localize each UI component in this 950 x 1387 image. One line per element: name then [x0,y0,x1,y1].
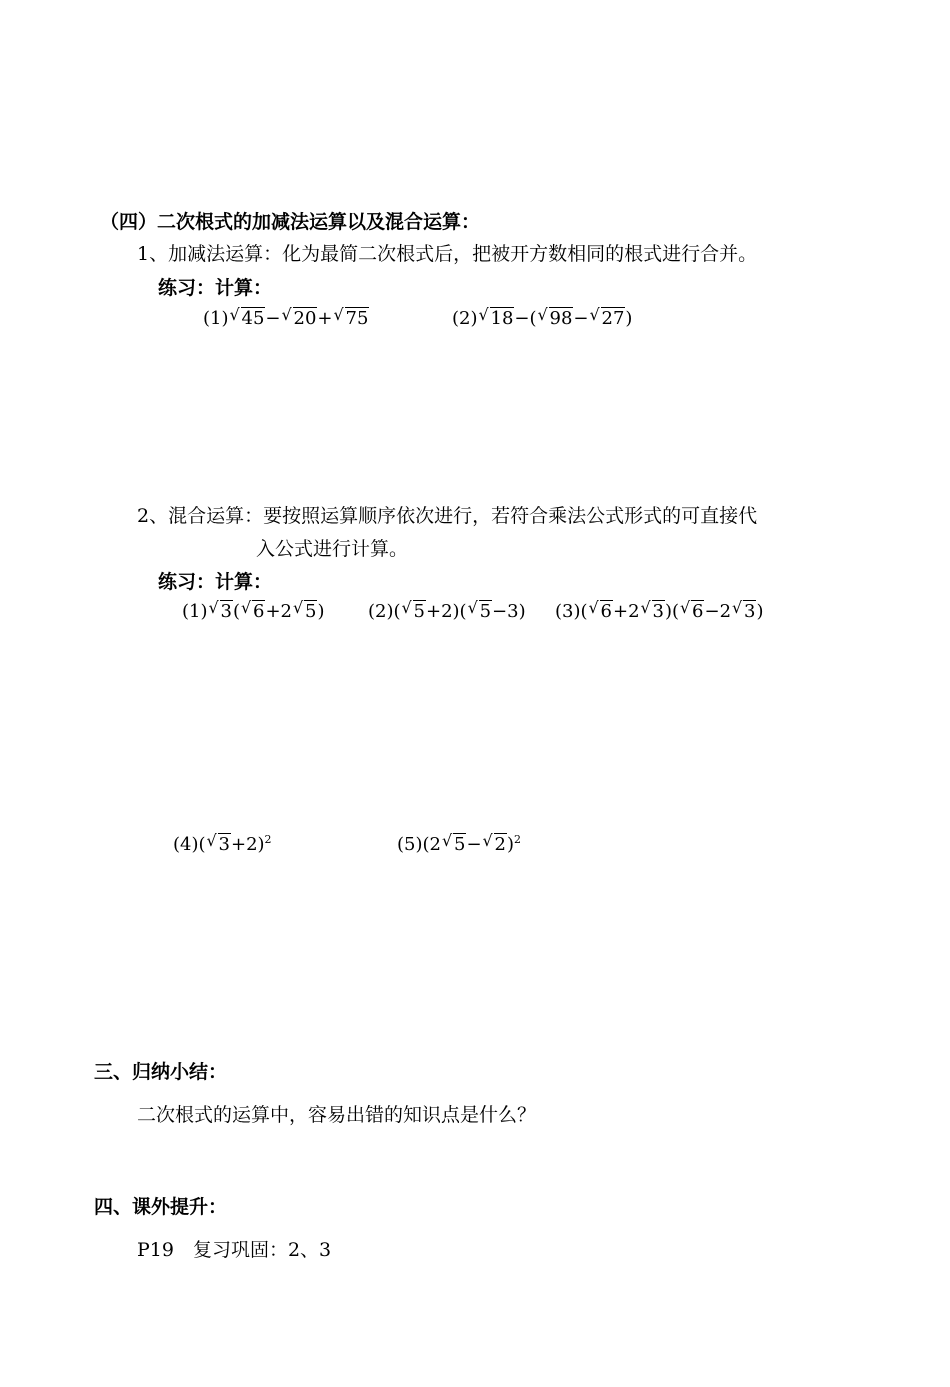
section-heading-4: （四）二次根式的加减法运算以及混合运算： [100,211,481,233]
exercise-1: (1) √ 45− √ 20+ √ 75 [203,305,369,333]
mixed-exercise-2: (2)( √ 5+2)( √ 5−3) [368,598,526,622]
sqrt-20: √ 20 [281,305,317,329]
summary-question: 二次根式的运算中，容易出错的知识点是什么？ [137,1104,537,1126]
section-heading-summary: 三、归纳小结： [94,1061,228,1083]
sqrt-18: √ 18 [478,305,514,329]
mixed-exercise-5: (5)(2 √ 5− √ 2)$^2$ [397,831,522,855]
sqrt-27: √ 27 [589,305,625,329]
exercise-2: (2) √ 18−( √ 98− √ 27) [452,305,632,333]
sqrt-98: √ 98 [537,305,573,329]
extra-task: P19 复习巩固：2、3 [137,1239,332,1261]
section-heading-extra: 四、课外提升： [94,1196,228,1218]
exercise-number: (1) [203,308,229,329]
mixed-rule-line2: 入公式进行计算。 [256,538,409,560]
sqrt-75: √ 75 [333,305,369,329]
mixed-exercise-4: (4)( √ 3+2)$^2$ [173,831,272,855]
addition-rule-text: 1、加减法运算：化为最简二次根式后，把被开方数相同的根式进行合并。 [137,243,758,265]
mixed-exercise-1: (1) √ 3( √ 6+2 √ 5) [182,598,325,622]
mixed-exercise-3: (3)( √ 6+2 √ 3)( √ 6−2 √ 3) [555,598,764,622]
sqrt-45: √ 45 [229,305,265,329]
mixed-rule-line1: 2、混合运算：要按照运算顺序依次进行，若符合乘法公式形式的可直接代 [137,505,758,527]
practice-label-1: 练习：计算： [158,277,273,299]
practice-label-2: 练习：计算： [158,571,273,593]
